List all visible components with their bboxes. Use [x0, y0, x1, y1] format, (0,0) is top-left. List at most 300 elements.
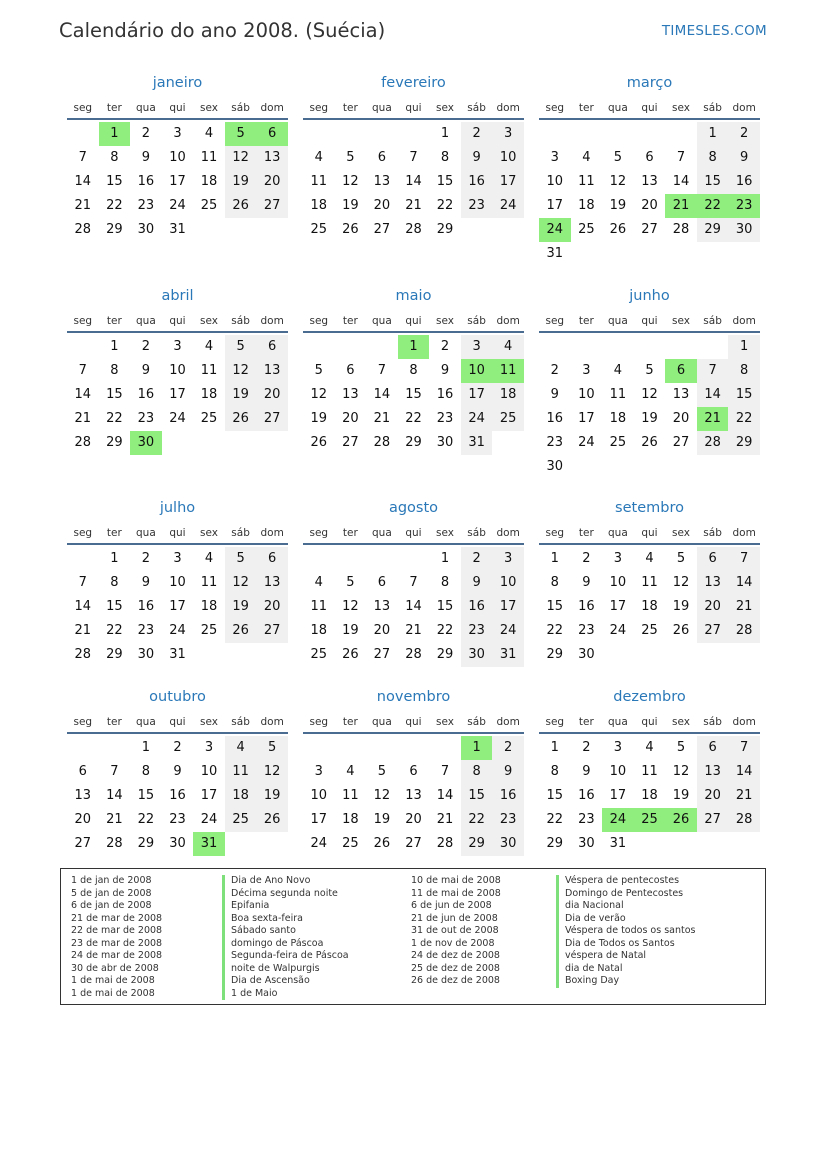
legend-date: 11 de mai de 2008	[411, 887, 501, 899]
day-cell: 25	[225, 808, 257, 832]
day-cell: 17	[169, 174, 186, 189]
day-cell: 30	[137, 222, 155, 237]
day-cell: 25	[200, 623, 218, 638]
legend-left-names	[222, 875, 349, 1000]
weekday-label: sex	[672, 315, 691, 327]
day-cell: 19	[342, 198, 359, 213]
day-cell: 12	[641, 387, 658, 402]
day-cell: 30	[137, 647, 155, 662]
weekday-label: qua	[608, 527, 628, 539]
day-cell: 18	[641, 599, 658, 614]
day-cell: 17	[578, 411, 595, 426]
day-cell: 6	[377, 150, 387, 165]
day-cell: 13	[373, 174, 391, 189]
weekday-label: qui	[405, 716, 422, 728]
day-cell: 9	[582, 575, 591, 590]
day-cell: 1	[440, 551, 450, 566]
day-cell: 22	[106, 198, 123, 213]
empty-cell	[366, 547, 398, 571]
day-cell: 3	[173, 551, 182, 566]
day-cell: 25	[609, 435, 627, 450]
legend-date: 1 de jan de 2008	[71, 875, 152, 886]
weekday-label: sáb	[231, 315, 250, 327]
day-cell: 11	[310, 599, 328, 614]
day-cell: 2	[582, 551, 591, 566]
weekday-label: sáb	[231, 716, 250, 728]
day-grid	[303, 547, 524, 667]
weekday-label: qui	[641, 102, 658, 114]
day-cell: 5	[346, 575, 355, 590]
day-cell: 4	[645, 740, 654, 755]
day-cell: 3	[492, 547, 524, 571]
weekday-label: sex	[200, 527, 219, 539]
legend-holiday-name: domingo de Páscoa	[222, 938, 349, 951]
day-cell: 27	[256, 194, 288, 218]
day-cell: 16	[137, 174, 155, 189]
weekday-header	[303, 311, 524, 333]
day-cell: 28	[74, 222, 92, 237]
day-cell: 29	[137, 836, 155, 851]
day-grid	[303, 736, 524, 856]
day-cell: 28	[728, 619, 760, 643]
day-cell: 20	[672, 411, 690, 426]
empty-cell	[335, 335, 367, 359]
day-cell: 29	[405, 435, 422, 450]
day-cell: 7	[110, 764, 119, 779]
day-cell: 19	[342, 623, 359, 638]
day-cell: 30	[492, 832, 524, 856]
weekday-label: ter	[342, 102, 358, 114]
day-cell: 6	[256, 335, 288, 359]
weekday-label: seg	[545, 716, 565, 728]
day-cell: 16	[461, 170, 493, 194]
page-title: Calendário do ano 2008. (Suécia)	[59, 19, 386, 42]
day-cell: 26	[225, 619, 257, 643]
day-cell: 5	[346, 150, 355, 165]
day-cell: 30	[728, 218, 760, 242]
day-cell: 4	[492, 335, 524, 359]
legend-holiday-name: 1 de Maio	[222, 988, 349, 1001]
day-cell: 25	[310, 222, 328, 237]
day-cell: 23	[578, 623, 595, 638]
empty-cell	[335, 547, 367, 571]
day-cell: 2	[461, 122, 493, 146]
day-cell: 18	[641, 788, 658, 803]
day-cell: 28	[405, 222, 422, 237]
weekday-label: sex	[200, 102, 219, 114]
day-cell: 20	[373, 623, 391, 638]
day-cell: 29	[697, 218, 729, 242]
empty-cell	[665, 122, 697, 146]
day-cell: 20	[256, 595, 288, 619]
day-cell: 24	[310, 836, 328, 851]
day-cell: 17	[546, 198, 564, 213]
legend-holiday-name: Sábado santo	[222, 925, 349, 938]
day-cell: 13	[641, 174, 658, 189]
day-cell: 22	[137, 812, 155, 827]
weekday-label: qui	[405, 315, 422, 327]
empty-cell	[99, 736, 131, 760]
day-cell: 2	[141, 126, 151, 141]
legend-holiday-name: Décima segunda noite	[222, 888, 349, 901]
day-cell: 12	[672, 764, 690, 779]
day-cell: 21	[728, 784, 760, 808]
day-cell: 23	[461, 619, 493, 643]
day-cell: 21	[728, 595, 760, 619]
holiday-day-cell: 31	[193, 832, 225, 856]
day-cell: 21	[405, 623, 422, 638]
day-cell: 7	[78, 363, 87, 378]
day-cell: 29	[546, 647, 564, 662]
empty-cell	[67, 736, 99, 760]
day-cell: 28	[728, 808, 760, 832]
legend-date: 24 de mar de 2008	[71, 950, 163, 961]
empty-cell	[539, 122, 571, 146]
day-cell: 7	[78, 150, 87, 165]
day-cell: 22	[106, 623, 123, 638]
day-cell: 17	[492, 595, 524, 619]
day-cell: 26	[310, 435, 328, 450]
weekday-label: sáb	[231, 102, 250, 114]
day-cell: 25	[342, 836, 359, 851]
day-cell: 3	[582, 363, 591, 378]
day-cell: 31	[169, 222, 186, 237]
month-name: março	[626, 75, 673, 91]
day-grid	[539, 736, 760, 856]
weekday-header	[303, 98, 524, 120]
weekday-label: sáb	[467, 716, 486, 728]
day-cell: 17	[609, 599, 627, 614]
day-cell: 4	[582, 150, 591, 165]
day-cell: 27	[405, 836, 422, 851]
day-cell: 2	[550, 363, 559, 378]
day-cell: 23	[461, 194, 493, 218]
weekday-label: sex	[200, 315, 219, 327]
weekday-label: sex	[436, 716, 455, 728]
day-cell: 5	[225, 547, 257, 571]
weekday-label: qua	[608, 716, 628, 728]
holiday-day-cell: 21	[697, 407, 729, 431]
day-cell: 30	[546, 459, 564, 474]
empty-cell	[571, 122, 603, 146]
day-cell: 27	[342, 435, 359, 450]
day-cell: 3	[613, 551, 623, 566]
weekday-label: seg	[545, 102, 565, 114]
day-cell: 24	[461, 407, 493, 431]
empty-cell	[398, 736, 430, 760]
legend-date: 31 de out de 2008	[411, 925, 499, 936]
day-cell: 21	[405, 198, 422, 213]
weekday-label: seg	[73, 102, 93, 114]
holiday-day-cell: 21	[665, 194, 697, 218]
day-cell: 17	[492, 170, 524, 194]
legend-date: 26 de dez de 2008	[411, 975, 500, 986]
day-cell: 11	[225, 760, 257, 784]
holiday-day-cell: 6	[665, 359, 697, 383]
weekday-label: sex	[672, 102, 691, 114]
month-setembro	[539, 498, 760, 667]
day-cell: 16	[461, 595, 493, 619]
day-cell: 17	[169, 387, 186, 402]
weekday-label: seg	[309, 527, 329, 539]
day-cell: 13	[672, 387, 690, 402]
day-cell: 25	[641, 623, 658, 638]
day-cell: 9	[582, 764, 591, 779]
day-grid	[303, 335, 524, 455]
day-cell: 28	[74, 435, 92, 450]
day-cell: 19	[672, 599, 690, 614]
day-cell: 12	[609, 174, 627, 189]
day-cell: 14	[74, 174, 92, 189]
weekday-label: ter	[106, 102, 122, 114]
weekday-label: sex	[200, 716, 219, 728]
day-cell: 10	[169, 363, 186, 378]
day-cell: 15	[436, 174, 454, 189]
day-cell: 19	[609, 198, 627, 213]
day-cell: 24	[169, 198, 186, 213]
weekday-label: qua	[608, 102, 628, 114]
weekday-label: dom	[260, 527, 284, 539]
legend-date: 1 de mai de 2008	[71, 975, 155, 986]
weekday-label: qui	[641, 527, 658, 539]
month-name: novembro	[376, 689, 451, 705]
day-cell: 28	[74, 647, 92, 662]
day-cell: 14	[728, 571, 760, 595]
legend-date: 21 de jun de 2008	[411, 912, 498, 924]
month-name: janeiro	[152, 75, 203, 91]
weekday-label: ter	[578, 527, 594, 539]
day-cell: 17	[461, 383, 493, 407]
day-cell: 9	[728, 146, 760, 170]
weekday-header	[303, 712, 524, 734]
empty-cell	[539, 335, 571, 359]
weekday-label: ter	[578, 315, 594, 327]
day-cell: 26	[225, 194, 257, 218]
holiday-day-cell: 6	[256, 122, 288, 146]
day-cell: 21	[436, 812, 454, 827]
day-cell: 27	[373, 647, 391, 662]
day-cell: 27	[373, 222, 391, 237]
legend-date: 23 de mar de 2008	[71, 937, 163, 949]
weekday-header	[67, 311, 288, 333]
day-cell: 22	[436, 198, 454, 213]
weekday-label: dom	[260, 315, 284, 327]
empty-cell	[429, 736, 461, 760]
day-cell: 26	[342, 647, 359, 662]
legend-date: 6 de jan de 2008	[71, 900, 152, 911]
weekday-label: sáb	[703, 315, 722, 327]
day-cell: 15	[436, 599, 454, 614]
day-cell: 30	[578, 647, 595, 662]
holiday-day-cell: 30	[130, 431, 162, 455]
day-cell: 13	[697, 760, 729, 784]
weekday-label: qua	[372, 102, 392, 114]
day-cell: 17	[310, 812, 328, 827]
day-cell: 11	[200, 575, 218, 590]
day-cell: 21	[74, 411, 92, 426]
empty-cell	[67, 122, 99, 146]
legend-holiday-name: Véspera de todos os santos	[556, 925, 695, 938]
day-cell: 18	[492, 383, 524, 407]
empty-cell	[665, 335, 697, 359]
day-cell: 8	[110, 150, 119, 165]
weekday-label: dom	[732, 315, 756, 327]
day-cell: 5	[256, 736, 288, 760]
day-cell: 24	[492, 194, 524, 218]
weekday-label: sex	[436, 527, 455, 539]
day-cell: 29	[106, 222, 123, 237]
weekday-label: dom	[496, 315, 520, 327]
day-cell: 15	[697, 170, 729, 194]
day-cell: 12	[672, 575, 690, 590]
day-cell: 11	[200, 150, 218, 165]
weekday-label: sáb	[231, 527, 250, 539]
day-cell: 6	[697, 736, 729, 760]
day-cell: 29	[106, 647, 123, 662]
weekday-label: sáb	[703, 102, 722, 114]
day-cell: 20	[373, 198, 391, 213]
day-cell: 13	[256, 359, 288, 383]
day-cell: 25	[578, 222, 595, 237]
day-cell: 12	[225, 146, 257, 170]
weekday-label: qua	[608, 315, 628, 327]
holiday-day-cell: 10	[461, 359, 493, 383]
month-name: setembro	[615, 500, 684, 516]
day-cell: 8	[110, 363, 119, 378]
weekday-label: seg	[73, 716, 93, 728]
day-cell: 27	[697, 808, 729, 832]
holiday-day-cell: 5	[225, 122, 257, 146]
day-cell: 26	[373, 836, 391, 851]
weekday-label: sex	[672, 527, 691, 539]
empty-cell	[602, 335, 634, 359]
day-cell: 16	[578, 788, 595, 803]
weekday-header	[539, 98, 760, 120]
month-maio	[303, 286, 524, 455]
day-cell: 7	[409, 150, 418, 165]
day-cell: 27	[672, 435, 690, 450]
day-cell: 16	[546, 411, 564, 426]
day-cell: 2	[582, 740, 591, 755]
legend-right-names	[556, 875, 695, 988]
weekday-label: qui	[169, 716, 186, 728]
weekday-label: dom	[732, 102, 756, 114]
day-cell: 10	[609, 575, 627, 590]
month-agosto	[303, 498, 524, 667]
day-cell: 12	[225, 359, 257, 383]
weekday-label: qua	[136, 315, 156, 327]
month-name: abril	[161, 288, 194, 304]
day-grid	[67, 122, 288, 242]
day-cell: 2	[141, 339, 151, 354]
day-cell: 19	[641, 411, 658, 426]
day-cell: 28	[697, 431, 729, 455]
day-cell: 10	[310, 788, 328, 803]
day-cell: 31	[492, 643, 524, 667]
day-cell: 22	[546, 812, 564, 827]
weekday-label: seg	[545, 315, 565, 327]
day-cell: 7	[409, 575, 418, 590]
day-cell: 17	[169, 599, 186, 614]
day-cell: 26	[256, 808, 288, 832]
day-cell: 9	[141, 150, 151, 165]
month-novembro	[303, 687, 524, 856]
month-name: outubro	[149, 689, 206, 705]
day-cell: 13	[256, 146, 288, 170]
day-cell: 20	[697, 784, 729, 808]
weekday-label: qua	[136, 102, 156, 114]
day-cell: 4	[645, 551, 654, 566]
day-cell: 22	[405, 411, 422, 426]
day-cell: 3	[173, 339, 182, 354]
empty-cell	[634, 335, 666, 359]
day-cell: 3	[492, 122, 524, 146]
day-cell: 11	[310, 174, 328, 189]
weekday-label: sáb	[703, 716, 722, 728]
day-cell: 3	[314, 764, 323, 779]
day-cell: 17	[609, 788, 627, 803]
weekday-label: seg	[309, 716, 329, 728]
day-cell: 4	[225, 736, 257, 760]
day-cell: 24	[492, 619, 524, 643]
day-cell: 2	[440, 339, 450, 354]
holiday-day-cell: 1	[398, 335, 430, 359]
holiday-day-cell: 23	[728, 194, 760, 218]
day-cell: 21	[373, 411, 391, 426]
empty-cell	[303, 736, 335, 760]
day-cell: 14	[405, 599, 422, 614]
weekday-label: ter	[342, 716, 358, 728]
weekday-label: qui	[169, 315, 186, 327]
weekday-label: ter	[106, 315, 122, 327]
day-cell: 27	[74, 836, 92, 851]
month-janeiro	[67, 73, 288, 242]
day-cell: 15	[106, 599, 123, 614]
month-name: maio	[395, 288, 432, 304]
day-cell: 23	[546, 435, 564, 450]
weekday-header	[67, 98, 288, 120]
day-cell: 25	[310, 647, 328, 662]
day-cell: 10	[169, 575, 186, 590]
legend-date: 22 de mar de 2008	[71, 925, 163, 936]
day-cell: 12	[373, 788, 391, 803]
day-cell: 26	[342, 222, 359, 237]
day-cell: 11	[578, 174, 595, 189]
empty-cell	[366, 122, 398, 146]
day-grid	[67, 335, 288, 455]
day-cell: 24	[169, 623, 186, 638]
day-cell: 14	[74, 387, 92, 402]
day-cell: 4	[204, 126, 214, 141]
day-cell: 11	[641, 764, 658, 779]
day-cell: 7	[78, 575, 87, 590]
brand-logo-text[interactable]: TIMESLES.COM	[661, 23, 767, 39]
day-cell: 15	[546, 599, 564, 614]
legend-holiday-name: véspera de Natal	[556, 950, 695, 963]
day-cell: 5	[225, 335, 257, 359]
legend-holiday-name: dia Nacional	[556, 900, 695, 913]
holiday-day-cell: 25	[634, 808, 666, 832]
weekday-label: sex	[436, 315, 455, 327]
month-name: dezembro	[613, 689, 686, 705]
day-cell: 3	[613, 740, 623, 755]
weekday-label: ter	[342, 527, 358, 539]
empty-cell	[303, 122, 335, 146]
weekday-label: sáb	[703, 527, 722, 539]
weekday-label: dom	[260, 102, 284, 114]
day-cell: 14	[728, 760, 760, 784]
day-cell: 3	[204, 740, 214, 755]
